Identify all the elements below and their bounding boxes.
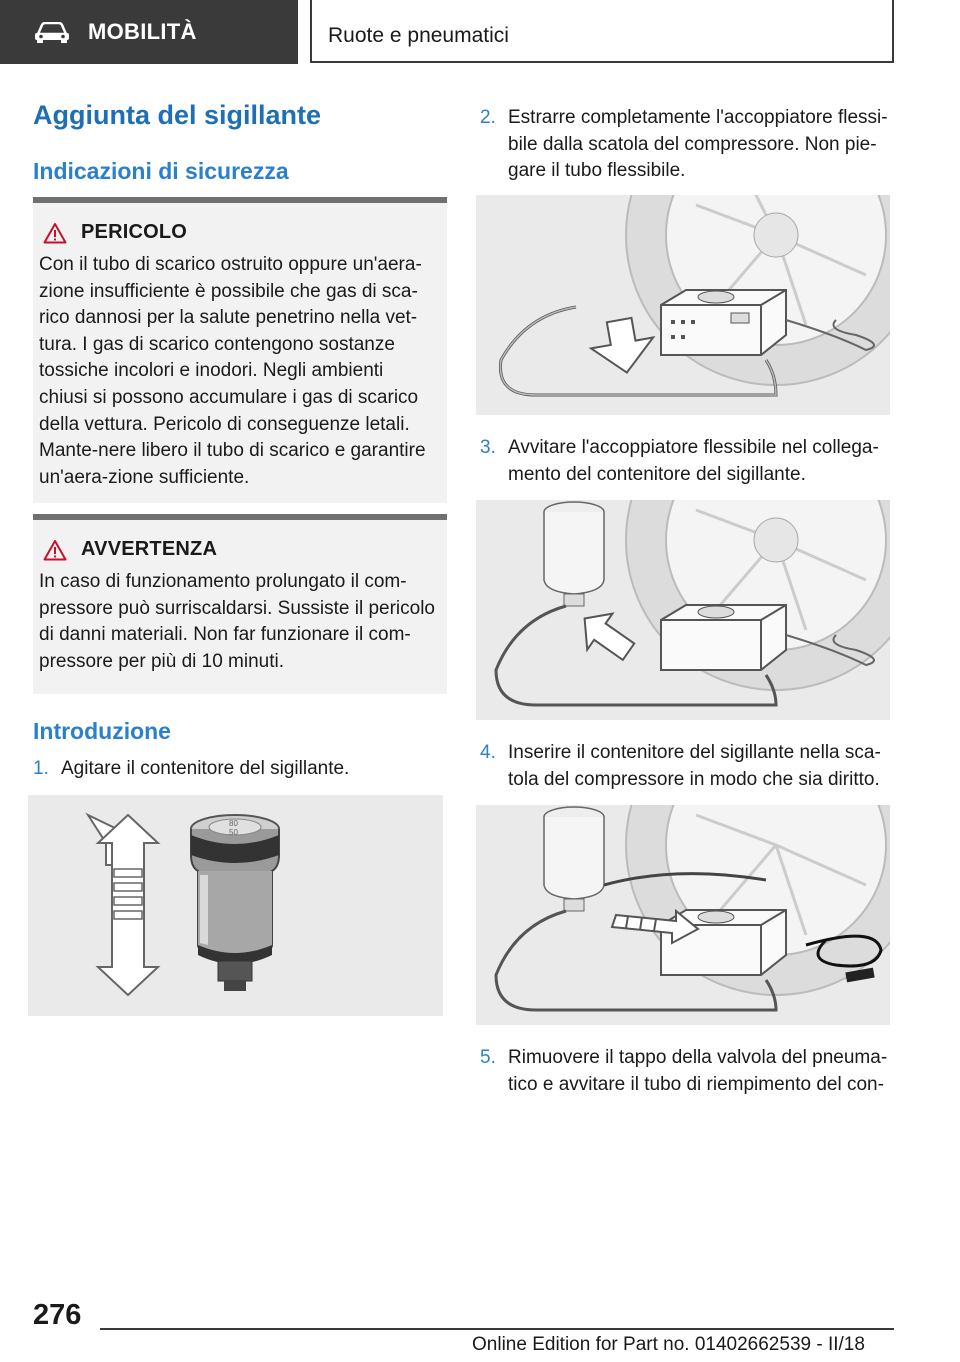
warning-heading: AVVERTENZA [81, 538, 218, 560]
section-tab [0, 0, 298, 64]
step-number: 4. [480, 742, 496, 763]
danger-text: Con il tubo di scarico ostruito oppure un'aera-zione insufficiente è possibile che gas di sca-rico dannosi per la salute penetrino nella vet-tura. I gas di scarico contengono sostanze tossiche incolori e inodori. Negli ambienti chiusi si possono accumulare i gas di scarico della vettura. Pericolo di conseguenze letali. Mante-nere libero il tubo di scarico e garantire un'aera-zione sufficiente. [39, 254, 426, 488]
safety-heading: Indicazioni di sicurezza [33, 158, 289, 184]
danger-box [33, 197, 447, 503]
step-text: Inserire il contenitore del sigillante nella sca-tola del compressore in modo che sia diritto. [508, 742, 881, 790]
figure-extract-hose [476, 195, 890, 415]
figure-shake-bottle [28, 795, 443, 1016]
step-number: 1. [33, 758, 49, 779]
step-text: Agitare il contenitore del sigillante. [61, 758, 350, 779]
footer-text: Online Edition for Part no. 01402662539 - II/18 [472, 1334, 865, 1355]
chapter-label: Ruote e pneumatici [328, 24, 509, 47]
step-text: Estrarre completamente l'accoppiatore flessi-bile dalla scatola del compressore. Non pie-gare il tubo flessibile. [508, 107, 888, 182]
chapter-tab [310, 0, 894, 63]
bottle-label-top: 80 [229, 819, 238, 828]
figure-insert-container [476, 805, 890, 1025]
step-number: 2. [480, 107, 496, 128]
warning-triangle-icon [43, 222, 67, 244]
step-text: Avvitare l'accoppiatore flessibile nel collega-mento del contenitore del sigillante. [508, 437, 879, 485]
step-text: Rimuovere il tappo della valvola del pneuma-tico e avvitare il tubo di riempimento del con- [508, 1047, 888, 1095]
warning-box [33, 514, 447, 694]
warning-text: In caso di funzionamento prolungato il com-pressore può surriscaldarsi. Sussiste il pericolo di danni materiali. Non far funzionare il com-pressore per più di 10 minuti. [39, 571, 435, 672]
bottle-label-bottom: 50 [229, 828, 238, 837]
footer-divider [100, 1328, 894, 1330]
car-icon [34, 22, 70, 44]
section-label: MOBILITÀ [88, 19, 197, 44]
page-title: Aggiunta del sigillante [33, 100, 322, 130]
step-number: 5. [480, 1047, 496, 1068]
danger-heading: PERICOLO [81, 221, 188, 243]
intro-heading: Introduzione [33, 718, 171, 744]
warning-triangle-icon [43, 539, 67, 561]
figure-screw-coupling [476, 500, 890, 720]
page-number: 276 [33, 1299, 82, 1331]
step-number: 3. [480, 437, 496, 458]
